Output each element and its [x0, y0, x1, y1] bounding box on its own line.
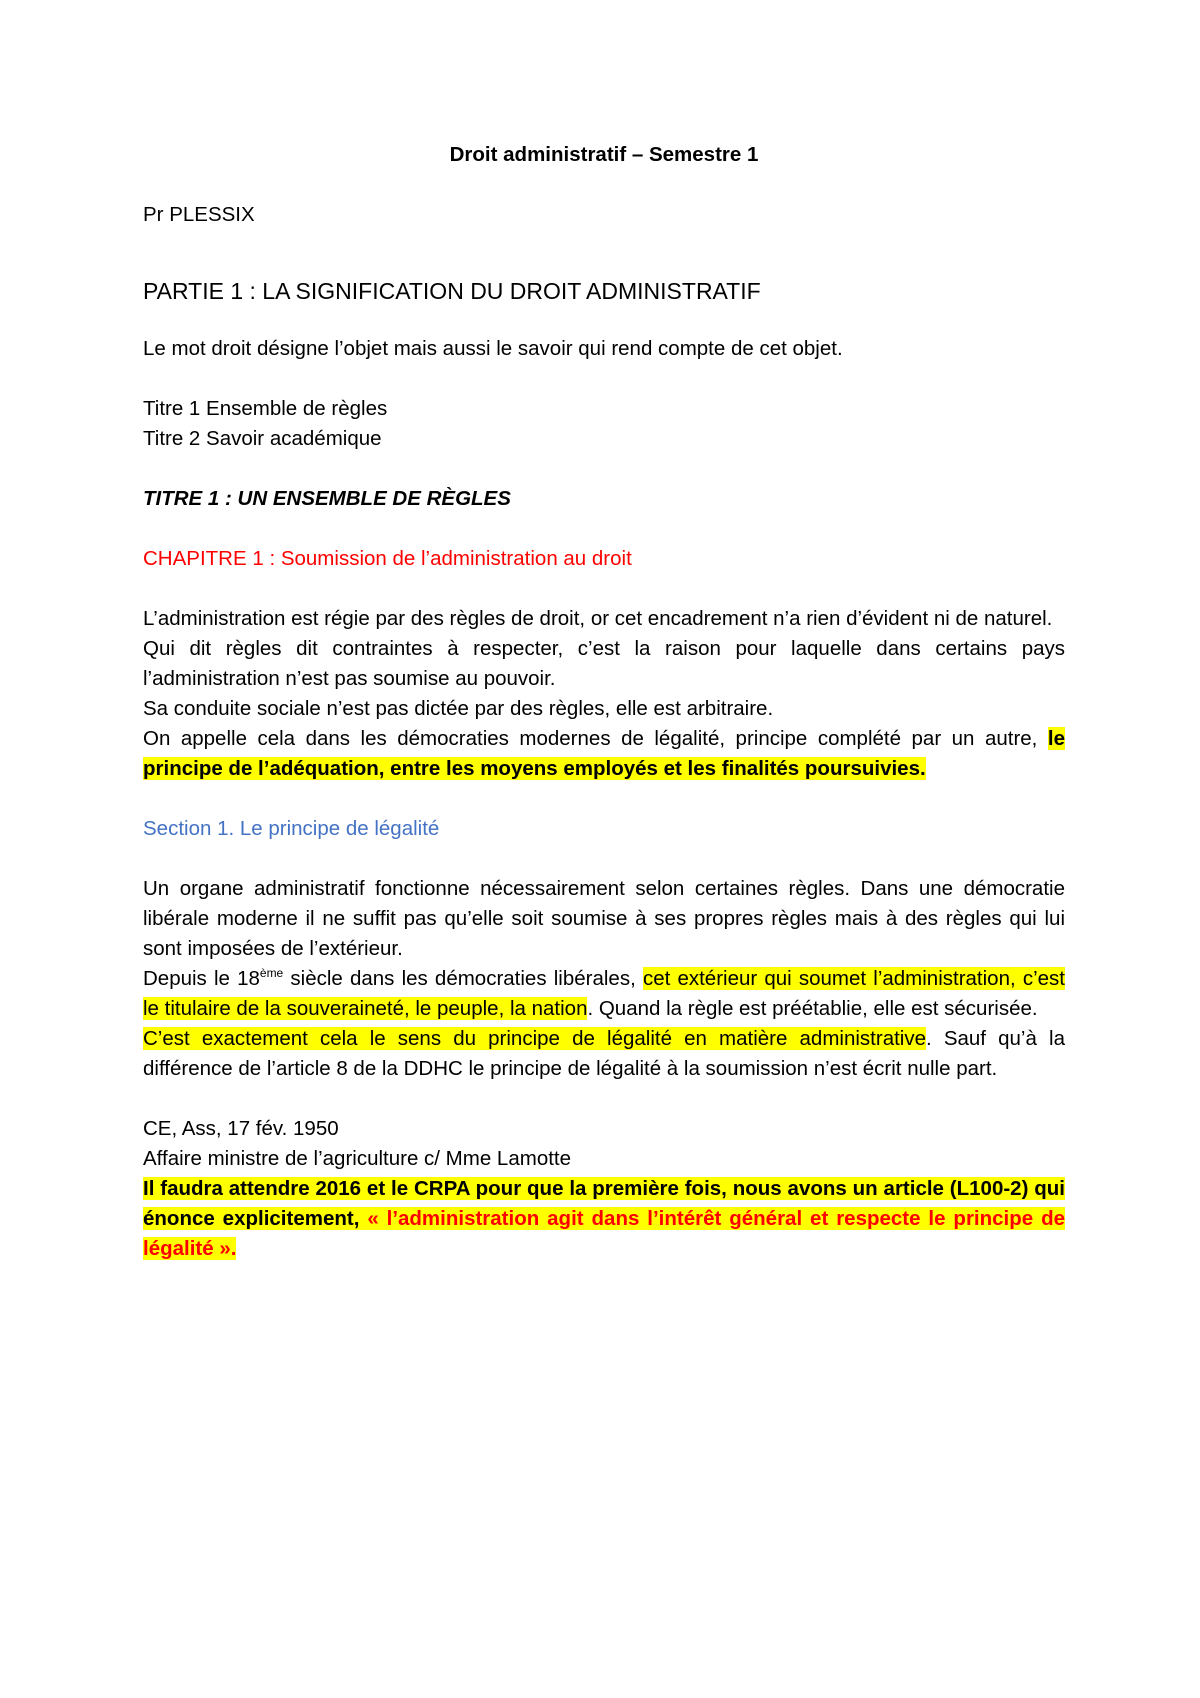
author-line: Pr PLESSIX — [143, 203, 255, 226]
chapter-sentence-4-text: On appelle cela dans les démocraties modernes de légalité, principe complété par un autre, — [143, 727, 1048, 750]
titre-1-heading: TITRE 1 : UN ENSEMBLE DE RÈGLES — [143, 487, 511, 510]
outline-list — [143, 394, 1065, 454]
chapter-sentence-4 — [143, 724, 1065, 784]
highlighted-sovereignty: cet extérieur qui soumet l’administration, c’est le titulaire de la souveraineté, le peuple, la nation — [143, 967, 1065, 1020]
case-reference: CE, Ass, 17 fév. 1950 — [143, 1117, 339, 1140]
document-title: Droit administratif – Semestre 1 — [449, 143, 759, 166]
section-1-heading: Section 1. Le principe de légalité — [143, 817, 440, 840]
chapitre-1-heading: CHAPITRE 1 : Soumission de l’administration au droit — [143, 547, 632, 570]
section-sentence-2-start: Depuis le 18 — [143, 967, 260, 990]
highlighted-crpa-note: Il faudra attendre 2016 et le CRPA pour que la première fois, nous avons un article (L100-2) qui énonce explicitement, — [143, 1177, 1065, 1230]
highlighted-legality-meaning: C’est exactement cela le sens du principe de légalité en matière administrative — [143, 1027, 926, 1050]
section-sentence-2-end: . Quand la règle est préétablie, elle est sécurisée. — [587, 997, 1038, 1020]
highlighted-crpa-quote: « l’administration agit dans l’intérêt général et respecte le principe de légalité ». — [143, 1207, 1066, 1260]
section-sentence-3 — [143, 1024, 1065, 1084]
outline-item-titre-1: Titre 1 Ensemble de règles — [143, 397, 388, 420]
section-sentence-2 — [143, 964, 1065, 1024]
partie-heading: PARTIE 1 : LA SIGNIFICATION DU DROIT ADMINISTRATIF — [143, 278, 761, 304]
document-page — [143, 140, 1065, 1264]
section-sentence-2-mid: siècle dans les démocraties libérales, — [283, 967, 643, 990]
superscript-eme: ème — [259, 966, 284, 981]
chapter-paragraph — [143, 604, 1065, 784]
section-sentence-3-end: . Sauf qu’à la différence de l’article 8 de la DDHC le principe de légalité à la soumission n’est écrit nulle part. — [143, 1027, 1065, 1080]
chapter-sentence-3: Sa conduite sociale n’est pas dictée par des règles, elle est arbitraire. — [143, 697, 774, 720]
section-paragraph — [143, 874, 1065, 1084]
chapter-sentence-2: Qui dit règles dit contraintes à respecter, c’est la raison pour laquelle dans certains pays l’administration n’est pas soumise au pouvoir. — [143, 637, 1065, 690]
outline-item-titre-2: Titre 2 Savoir académique — [143, 427, 382, 450]
highlighted-adequation-principle: le principe de l’adéquation, entre les moyens employés et les finalités poursuivies. — [143, 727, 1065, 780]
case-name: Affaire ministre de l’agriculture c/ Mme Lamotte — [143, 1147, 572, 1170]
case-note — [143, 1174, 1065, 1264]
section-sentence-1: Un organe administratif fonctionne nécessairement selon certaines règles. Dans une démocratie libérale moderne il ne suffit pas qu’elle soit soumise à ses propres règles mais à des règles qui lui sont imposées de l’extérieur. — [143, 877, 1065, 960]
intro-paragraph: Le mot droit désigne l’objet mais aussi le savoir qui rend compte de cet objet. — [143, 337, 843, 360]
case-block — [143, 1114, 1065, 1264]
chapter-sentence-1: L’administration est régie par des règles de droit, or cet encadrement n’a rien d’évident ni de naturel. — [143, 607, 1053, 630]
